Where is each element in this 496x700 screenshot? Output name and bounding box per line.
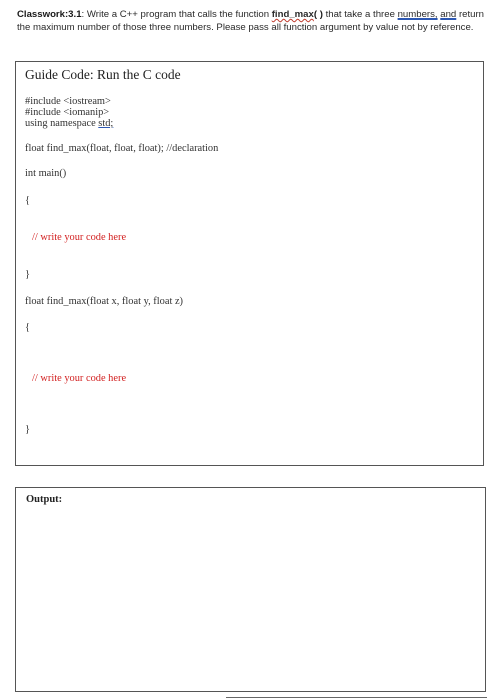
output-label: Output: bbox=[26, 494, 63, 505]
bottom-border-line bbox=[226, 697, 487, 698]
task-description bbox=[17, 9, 485, 35]
code-brace-close-main: } bbox=[25, 269, 30, 280]
code-using-namespace bbox=[25, 118, 113, 129]
code-using-prefix: using namespace bbox=[25, 118, 99, 129]
function-name-misspelled: find_max bbox=[271, 9, 314, 20]
task-label-separator: : bbox=[81, 9, 85, 20]
code-brace-open-function: { bbox=[25, 322, 30, 333]
code-comment-main: // write your code here bbox=[32, 232, 127, 243]
task-label: Classwork:3.1 bbox=[17, 9, 82, 20]
code-brace-close-function: } bbox=[25, 424, 30, 435]
code-include-iomanip: #include <iomanip> bbox=[25, 107, 110, 118]
code-main-signature: int main() bbox=[25, 168, 67, 179]
code-declaration: float find_max(float, float, float); //declaration bbox=[25, 143, 219, 154]
code-include-iostream: #include <iostream> bbox=[25, 96, 111, 107]
output-box bbox=[15, 487, 486, 692]
code-brace-open-main: { bbox=[25, 195, 30, 206]
code-using-std: std; bbox=[98, 118, 114, 129]
task-text-3: return the maximum number of those three numbers. Please pass all function argument by value not by reference. bbox=[17, 9, 485, 33]
task-text-1: Write a C++ program that calls the function bbox=[84, 9, 272, 20]
grammar-flag-numbers: numbers, bbox=[397, 9, 438, 20]
code-function-definition: float find_max(float x, float y, float z) bbox=[25, 296, 184, 307]
task-text-2: that take a three bbox=[322, 9, 398, 20]
grammar-flag-and: and bbox=[440, 9, 457, 20]
guide-code-box bbox=[15, 61, 484, 466]
guide-code-title: Guide Code: Run the C code bbox=[25, 67, 181, 82]
function-parens: ( ) bbox=[313, 9, 323, 20]
code-comment-function: // write your code here bbox=[32, 373, 127, 384]
